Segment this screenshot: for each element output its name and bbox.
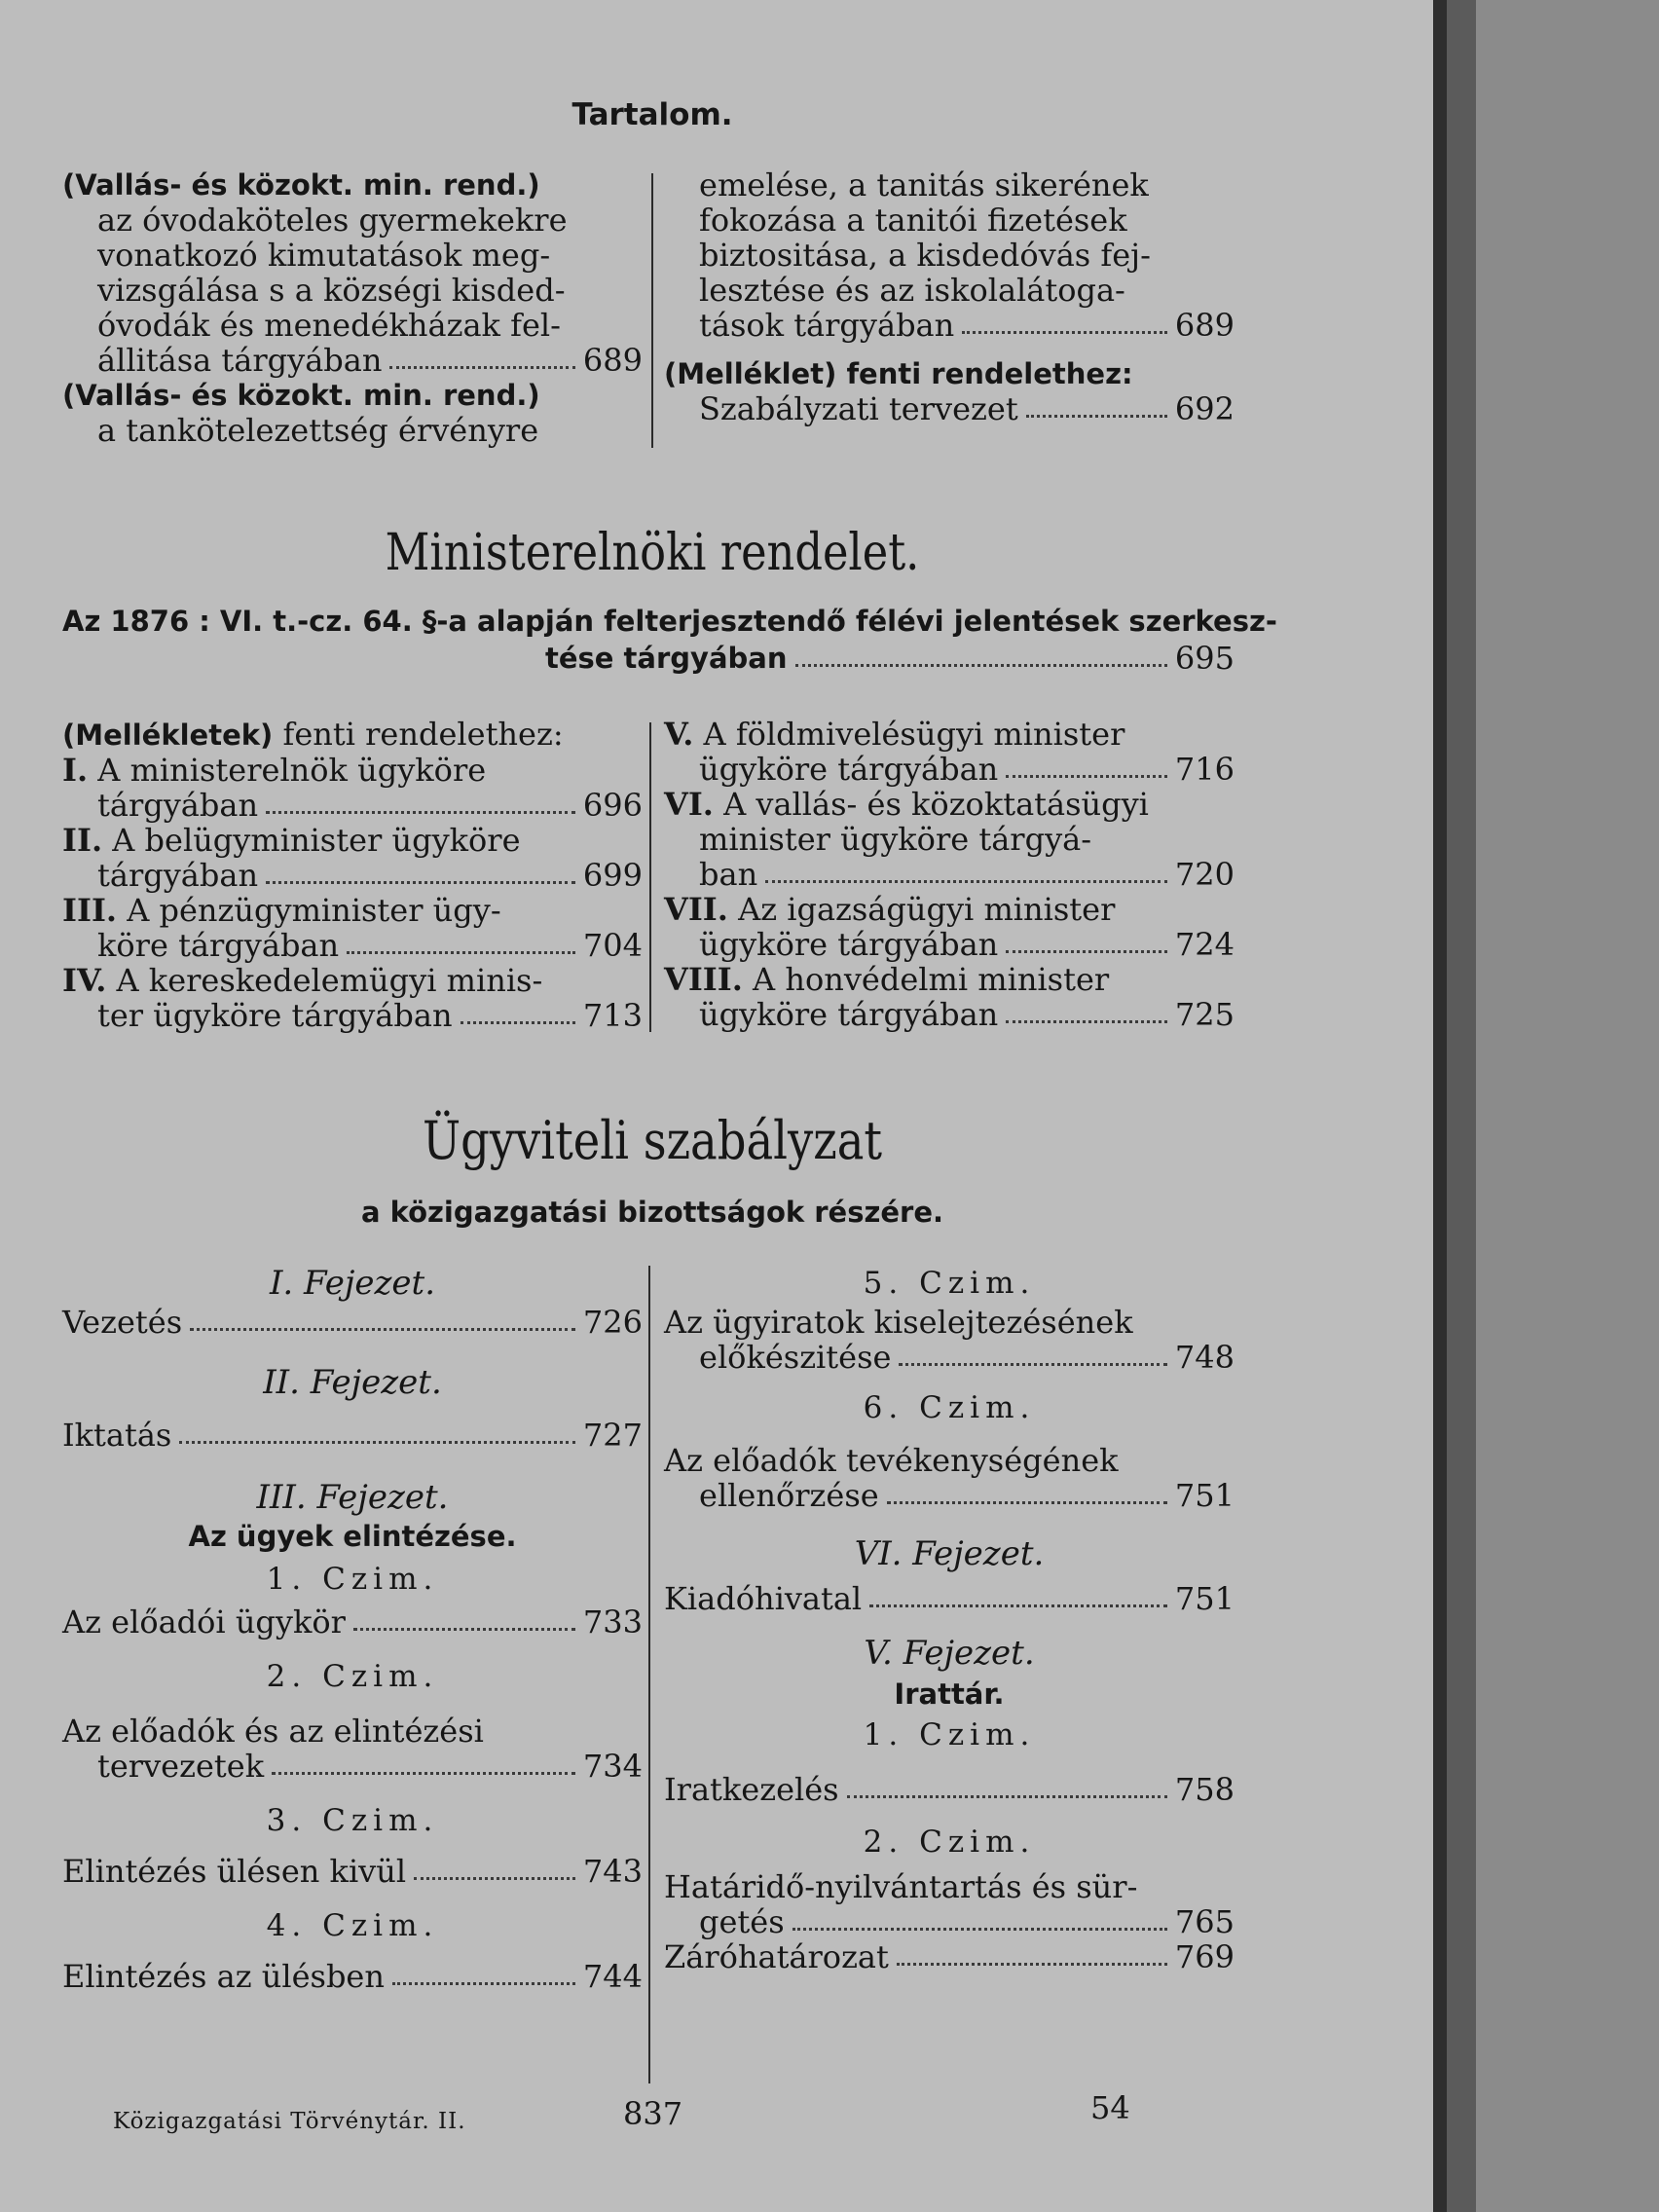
footer-publication: Közigazgatási Törvénytár. II. <box>113 2109 466 2134</box>
czim-heading: 5. Czim. <box>863 1266 1036 1301</box>
leader-dots <box>353 1628 575 1631</box>
entry-title: köre tárgyában <box>97 927 340 964</box>
page-number: 758 <box>1174 1771 1235 1808</box>
czim-heading: 2. Czim. <box>863 1825 1036 1860</box>
book-cover-shadow <box>1447 0 1476 2212</box>
entry-title: Elintézés az ülésben <box>62 1958 385 1995</box>
text-line: a tankötelezettség érvényre <box>97 412 539 449</box>
text-line: Határidő-nyilvántartás és sür- <box>664 1868 1138 1905</box>
toc-entry <box>664 308 1235 343</box>
footer-signature-mark: 54 <box>1090 2089 1130 2126</box>
roman-numeral: VII. <box>664 891 728 928</box>
toc-entry <box>62 788 643 823</box>
page-number: 726 <box>582 1304 643 1341</box>
czim-heading: 6. Czim. <box>863 1390 1036 1425</box>
czim-heading: 2. Czim. <box>266 1659 439 1694</box>
entry-title: ellenőrzése <box>699 1477 879 1514</box>
leader-dots <box>392 1982 575 1985</box>
leader-dots <box>847 1795 1167 1798</box>
roman-numeral: IV. <box>62 962 107 999</box>
chapter-heading: VI. Fejezet. <box>854 1534 1045 1573</box>
leader-dots <box>887 1501 1167 1504</box>
entry-title: ter ügyköre tárgyában <box>97 997 453 1034</box>
entry-title: ban <box>699 856 758 893</box>
text-line: A kereskedelemügyi minis- <box>116 962 543 999</box>
leader-dots <box>414 1877 575 1880</box>
book-cover <box>1447 0 1659 2212</box>
entry-title: ügyköre tárgyában <box>699 926 999 963</box>
toc-entry <box>62 1959 643 1994</box>
entry-title: ügyköre tárgyában <box>699 996 999 1033</box>
page-number: 689 <box>1174 307 1235 344</box>
rules-left-column <box>62 1266 643 1994</box>
text-line: Az előadók tevékenységének <box>664 1442 1119 1479</box>
czim-heading: 4. Czim. <box>266 1908 439 1943</box>
toc-entry <box>664 1581 1235 1616</box>
toc-entry <box>664 391 1235 426</box>
toc-entry <box>664 857 1235 892</box>
section-title: Ministerelnöki rendelet. <box>385 524 920 582</box>
chapter-title: Az ügyek elintézése. <box>188 1520 517 1553</box>
entry-title: tése tárgyában <box>545 642 788 675</box>
entry-title: állitása tárgyában <box>97 342 383 379</box>
page-number: 743 <box>582 1853 643 1890</box>
page-number: 724 <box>1174 926 1235 963</box>
page-number: 744 <box>582 1958 643 1995</box>
book-spine-edge <box>1433 0 1447 2212</box>
page-number: 769 <box>1174 1938 1235 1975</box>
chapter-heading: I. Fejezet. <box>269 1264 436 1303</box>
entry-title: Szabályzati tervezet <box>699 390 1018 427</box>
leader-dots <box>461 1021 575 1024</box>
page-number: 720 <box>1174 856 1235 893</box>
toc-entry <box>664 1772 1235 1807</box>
text-line: emelése, a tanitás sikerének <box>699 166 1149 203</box>
section-heading: (Vallás- és közokt. min. rend.) <box>62 379 540 412</box>
entry-title: tárgyában <box>97 787 259 824</box>
leader-dots <box>266 881 575 884</box>
footer-page-number: 837 <box>623 2095 683 2132</box>
leader-dots <box>962 331 1167 334</box>
text-line: fokozása a tanitói fizetések <box>699 202 1127 239</box>
top-left-column <box>62 167 643 448</box>
text-line: A ministerelnök ügyköre <box>97 752 487 789</box>
roman-numeral: V. <box>664 716 694 753</box>
toc-entry <box>62 1418 643 1453</box>
czim-heading: 1. Czim. <box>266 1562 439 1597</box>
text-line: biztositása, a kisdedóvás fej- <box>699 237 1151 274</box>
page-number: 725 <box>1174 996 1235 1033</box>
leader-dots <box>793 1928 1167 1931</box>
page-number: 748 <box>1174 1339 1235 1376</box>
leader-dots <box>272 1772 575 1775</box>
page-number: 765 <box>1174 1903 1235 1940</box>
toc-entry <box>62 1749 643 1784</box>
entry-title: Az előadói ügykör <box>62 1604 346 1641</box>
top-right-column <box>664 167 1235 426</box>
page-header-title: Tartalom. <box>571 97 733 132</box>
chapter-title: Irattár. <box>894 1677 1005 1711</box>
entry-title: Elintézés ülésen kivül <box>62 1853 407 1890</box>
text-line: lesztése és az iskolalátoga- <box>699 272 1125 309</box>
toc-entry <box>62 998 643 1033</box>
leader-dots <box>347 951 575 954</box>
leader-dots <box>389 366 574 369</box>
page-number: 751 <box>1174 1580 1235 1617</box>
section-title: Ügyviteli szabályzat <box>422 1110 883 1171</box>
entry-title: tások tárgyában <box>699 307 955 344</box>
rules-right-column <box>664 1266 1235 1974</box>
decree-title: Az 1876 : VI. t.-cz. 64. §-a alapján felterjesztendő félévi jelentések szerkesz- <box>62 605 1277 638</box>
section-heading: (Vallás- és közokt. min. rend.) <box>62 168 540 202</box>
column-divider <box>649 722 651 1032</box>
entry-title: tárgyában <box>97 857 259 894</box>
leader-dots <box>869 1604 1167 1607</box>
toc-entry <box>62 1305 643 1340</box>
toc-entry <box>664 752 1235 787</box>
annex-right-column <box>664 717 1235 1032</box>
toc-entry <box>664 927 1235 962</box>
leader-dots <box>765 880 1167 883</box>
chapter-heading: III. Fejezet. <box>256 1478 449 1517</box>
toc-entry <box>62 343 643 378</box>
text-line: Az ügyiratok kiselejtezésének <box>664 1304 1133 1341</box>
text-line: óvodák és menedékházak fel- <box>97 307 561 344</box>
toc-entry <box>62 928 643 963</box>
entry-title: Kiadóhivatal <box>664 1580 863 1617</box>
text-line: vizsgálása s a községi kisded- <box>97 272 566 309</box>
leader-dots <box>1006 1020 1167 1023</box>
entry-title: előkészitése <box>699 1339 892 1376</box>
entry-title: Iratkezelés <box>664 1771 839 1808</box>
section-heading: (Melléklet) fenti rendelethez: <box>664 357 1133 390</box>
entry-title: tervezetek <box>97 1748 265 1785</box>
leader-dots <box>179 1441 575 1444</box>
page-number: 751 <box>1174 1477 1235 1514</box>
page-number: 696 <box>582 787 643 824</box>
leader-dots <box>190 1328 575 1331</box>
page-number: 713 <box>582 997 643 1034</box>
annex-left-column <box>62 717 643 1033</box>
czim-heading: 1. Czim. <box>863 1717 1036 1752</box>
page-number: 689 <box>582 342 643 379</box>
text-line: A vallás- és közoktatásügyi <box>723 786 1149 823</box>
roman-numeral: I. <box>62 752 89 789</box>
annex-label: (Mellékletek) <box>62 719 274 752</box>
toc-entry <box>664 1904 1235 1939</box>
toc-entry <box>62 858 643 893</box>
section-subtitle: a közigazgatási bizottságok részére. <box>360 1196 944 1229</box>
page-number: 727 <box>582 1417 643 1454</box>
toc-entry <box>664 997 1235 1032</box>
toc-entry <box>664 1340 1235 1375</box>
leader-dots <box>1006 950 1167 953</box>
entry-title: Iktatás <box>62 1417 172 1454</box>
entry-title: Vezetés <box>62 1304 183 1341</box>
text-line: vonatkozó kimutatások meg- <box>97 237 551 274</box>
toc-entry <box>545 641 1235 676</box>
entry-title: ügyköre tárgyában <box>699 751 999 788</box>
toc-entry <box>664 1478 1235 1513</box>
text-line: A honvédelmi minister <box>753 961 1110 998</box>
page-number: 699 <box>582 857 643 894</box>
leader-dots <box>1026 415 1167 418</box>
text-line: Az igazságügyi minister <box>738 891 1116 928</box>
page-number: 716 <box>1174 751 1235 788</box>
leader-dots <box>899 1363 1166 1366</box>
roman-numeral: II. <box>62 822 103 859</box>
toc-entry <box>62 1604 643 1640</box>
page-number: 692 <box>1174 390 1235 427</box>
text-line: A belügyminister ügyköre <box>112 822 521 859</box>
leader-dots <box>897 1963 1167 1966</box>
page-number: 695 <box>1174 640 1235 677</box>
page-number: 704 <box>582 927 643 964</box>
leader-dots <box>1006 775 1167 778</box>
text-line: A földmivelésügyi minister <box>703 716 1125 753</box>
text-line: az óvodaköteles gyermekekre <box>97 202 568 239</box>
roman-numeral: III. <box>62 892 118 929</box>
toc-entry <box>62 1854 643 1889</box>
roman-numeral: VI. <box>664 786 714 823</box>
leader-dots <box>266 811 575 814</box>
column-divider <box>648 1266 650 2083</box>
chapter-heading: V. Fejezet. <box>864 1634 1035 1673</box>
czim-heading: 3. Czim. <box>266 1803 439 1838</box>
roman-numeral: VIII. <box>664 961 743 998</box>
text-line: minister ügyköre tárgyá- <box>699 821 1092 858</box>
annex-text: fenti rendelethez: <box>282 716 564 753</box>
page-number: 733 <box>582 1604 643 1641</box>
text-line: A pénzügyminister ügy- <box>127 892 501 929</box>
page-number: 734 <box>582 1748 643 1785</box>
entry-title: Záróhatározat <box>664 1938 889 1975</box>
chapter-heading: II. Fejezet. <box>263 1363 442 1402</box>
column-divider <box>651 173 653 448</box>
leader-dots <box>795 664 1167 667</box>
entry-title: getés <box>699 1903 785 1940</box>
text-line: Az előadók és az elintézési <box>62 1713 484 1750</box>
toc-entry <box>664 1939 1235 1974</box>
